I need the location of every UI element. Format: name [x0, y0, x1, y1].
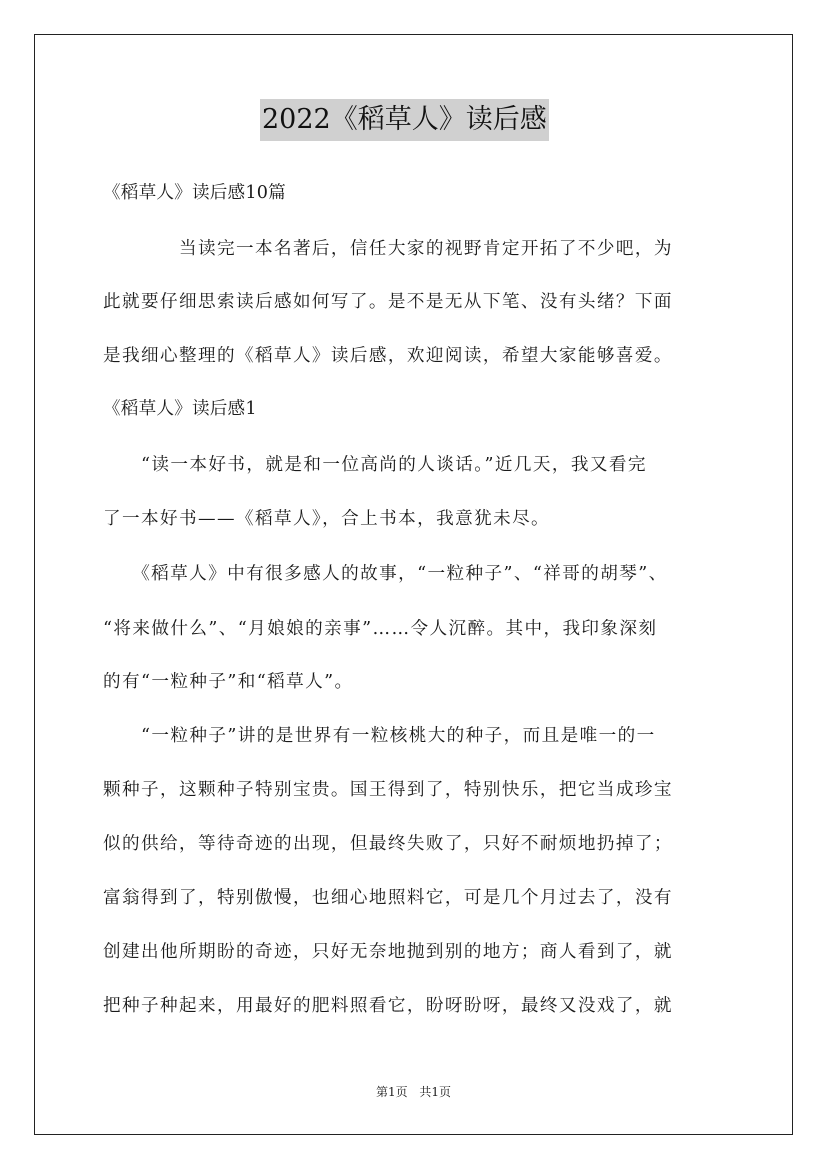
paragraph-line: “一粒种子”讲的是世界有一粒核桃大的种子，而且是唯一的一 [103, 726, 656, 746]
paragraph-line: 创建出他所期盼的奇迹，只好无奈地抛到别的地方；商人看到了，就 [103, 942, 673, 962]
paragraph-line: 的有“一粒种子”和“稻草人”。 [103, 672, 354, 692]
section-heading: 《稻草人》读后感1 [103, 399, 257, 419]
page-footer [0, 1083, 827, 1100]
paragraph-line: 《稻草人》中有很多感人的故事，“一粒种子”、“祥哥的胡琴”、 [103, 564, 668, 584]
paragraph-line: 此就要仔细思索读后感如何写了。是不是无从下笔、没有头绪？下面 [103, 292, 673, 312]
document-title: 2022《稻草人》读后感 [260, 99, 549, 141]
document-subtitle: 《稻草人》读后感10篇 [103, 183, 286, 203]
paragraph-line: “将来做什么”、“月娘娘的亲事”……令人沉醉。其中，我印象深刻 [103, 619, 658, 639]
paragraph-line: 当读完一本名著后，信任大家的视野肯定开拓了不少吧，为 [103, 239, 673, 259]
page-total: 共1页 [419, 1085, 452, 1099]
paragraph-line: 似的供给，等待奇迹的出现，但最终失败了，只好不耐烦地扔掉了； [103, 834, 673, 854]
paragraph-line: 富翁得到了，特别傲慢，也细心地照料它，可是几个月过去了，没有 [103, 888, 673, 908]
paragraph-line: 是我细心整理的《稻草人》读后感，欢迎阅读，希望大家能够喜爱。 [103, 346, 673, 366]
page-number: 第1页 [375, 1085, 408, 1099]
paragraph-line: “读一本好书，就是和一位高尚的人谈话。”近几天，我又看完 [103, 455, 647, 475]
paragraph-line: 把种子种起来，用最好的肥料照看它，盼呀盼呀，最终又没戏了，就 [103, 996, 673, 1016]
paragraph-line: 颗种子，这颗种子特别宝贵。国王得到了，特别快乐，把它当成珍宝 [103, 780, 673, 800]
paragraph-line: 了一本好书——《稻草人》，合上书本，我意犹未尽。 [103, 509, 551, 529]
